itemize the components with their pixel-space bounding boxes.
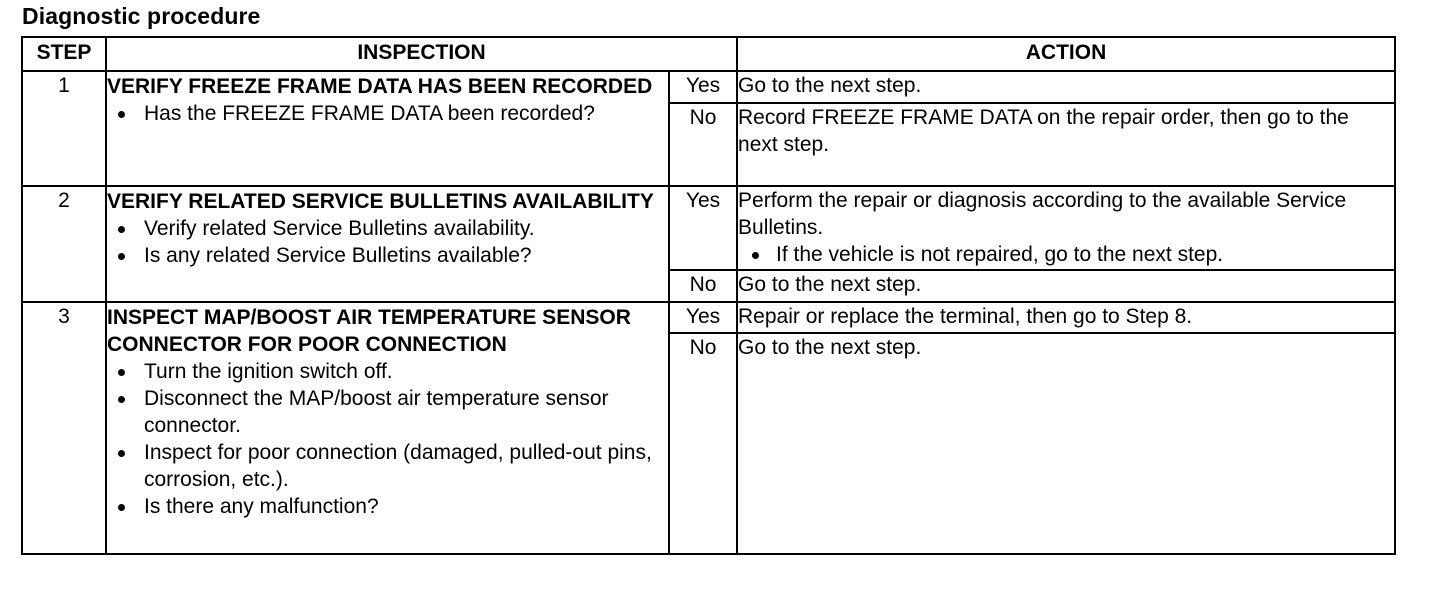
yes-label: Yes [669,186,737,270]
page-title: Diagnostic procedure [22,3,261,29]
no-label: No [669,103,737,186]
inspection-title: VERIFY RELATED SERVICE BULLETINS AVAILABILITY [107,190,654,213]
inspection-cell [106,186,669,302]
table-row [22,186,1395,270]
inspection-bullets [107,100,668,127]
table-row [22,302,1395,333]
bullet-item: Turn the ignition switch off. [107,358,668,385]
step-number: 2 [22,186,106,302]
inspection-cell [106,302,669,554]
action-bullet-item: If the vehicle is not repaired, go to the next step. [738,241,1394,268]
inspection-cell [106,71,669,186]
inspection-bullets [107,215,668,269]
yes-action: Go to the next step. [737,71,1395,103]
yes-action: Perform the repair or diagnosis according to the available Service Bulletins. [738,189,1347,239]
inspection-bullets [107,358,668,520]
inspection-title: VERIFY FREEZE FRAME DATA HAS BEEN RECORDED [107,75,653,98]
yes-label: Yes [669,71,737,103]
inspection-title: INSPECT MAP/BOOST AIR TEMPERATURE SENSOR CONNECTOR FOR POOR CONNECTION [107,306,631,356]
yes-label: Yes [669,302,737,333]
no-label: No [669,270,737,302]
bullet-item: Inspect for poor connection (damaged, pulled-out pins, corrosion, etc.). [107,439,668,493]
table-header-row [22,37,1395,71]
yes-action-cell [737,186,1395,270]
yes-action: Repair or replace the terminal, then go to Step 8. [737,302,1395,333]
header-inspection: INSPECTION [106,37,737,71]
table-row [22,71,1395,103]
bullet-item: Is any related Service Bulletins available? [107,242,668,269]
bullet-item: Has the FREEZE FRAME DATA been recorded? [107,100,668,127]
step-number: 1 [22,71,106,186]
diagnostic-table [21,36,1396,555]
no-action: Record FREEZE FRAME DATA on the repair order, then go to the next step. [737,103,1395,186]
no-action: Go to the next step. [737,333,1395,554]
no-action: Go to the next step. [737,270,1395,302]
bullet-item: Verify related Service Bulletins availability. [107,215,668,242]
step-number: 3 [22,302,106,554]
bullet-item: Is there any malfunction? [107,493,668,520]
action-bullets [738,241,1394,268]
bullet-item: Disconnect the MAP/boost air temperature sensor connector. [107,385,668,439]
header-step: STEP [22,37,106,71]
header-action: ACTION [737,37,1395,71]
no-label: No [669,333,737,554]
